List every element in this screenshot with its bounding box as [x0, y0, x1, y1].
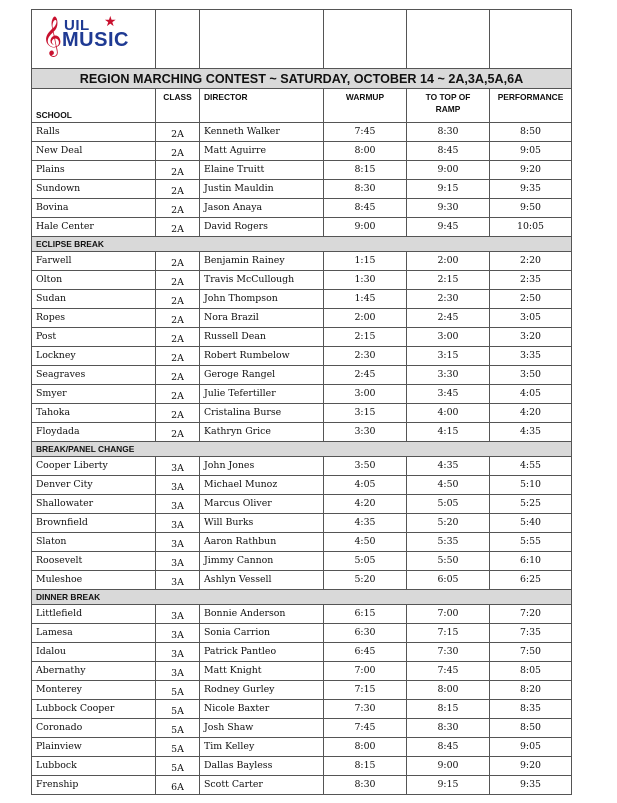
director-cell: Bonnie Anderson	[200, 605, 324, 624]
director-cell: John Thompson	[200, 290, 324, 309]
table-row	[32, 681, 572, 700]
ramp-cell: 9:30	[407, 199, 490, 218]
ramp-cell: 4:35	[407, 457, 490, 476]
logo-blank-cell	[324, 10, 407, 69]
table-row	[32, 552, 572, 571]
header-ramp: TO TOP OF RAMP	[407, 89, 490, 123]
ramp-cell: 5:05	[407, 495, 490, 514]
school-cell: Farwell	[32, 252, 156, 271]
warmup-cell: 6:45	[324, 643, 407, 662]
table-row	[32, 605, 572, 624]
warmup-cell: 8:00	[324, 142, 407, 161]
ramp-cell: 6:05	[407, 571, 490, 590]
performance-cell: 9:35	[490, 776, 572, 795]
performance-cell: 9:20	[490, 757, 572, 776]
ramp-cell: 7:15	[407, 624, 490, 643]
break-row	[32, 590, 572, 605]
performance-cell: 8:50	[490, 719, 572, 738]
warmup-cell: 1:30	[324, 271, 407, 290]
warmup-cell: 6:15	[324, 605, 407, 624]
warmup-cell: 4:35	[324, 514, 407, 533]
ramp-cell: 3:00	[407, 328, 490, 347]
table-row	[32, 161, 572, 180]
header-row	[32, 89, 572, 123]
director-cell: Scott Carter	[200, 776, 324, 795]
header-class: CLASS	[156, 89, 200, 123]
school-cell: Bovina	[32, 199, 156, 218]
table-row	[32, 366, 572, 385]
director-cell: Julie Tefertiller	[200, 385, 324, 404]
ramp-cell: 3:45	[407, 385, 490, 404]
table-row	[32, 347, 572, 366]
director-cell: Will Burks	[200, 514, 324, 533]
warmup-cell: 3:50	[324, 457, 407, 476]
director-cell: David Rogers	[200, 218, 324, 237]
director-cell: Tim Kelley	[200, 738, 324, 757]
uil-music-logo	[36, 14, 136, 64]
school-cell: Muleshoe	[32, 571, 156, 590]
warmup-cell: 7:45	[324, 719, 407, 738]
school-cell: Coronado	[32, 719, 156, 738]
ramp-cell: 2:45	[407, 309, 490, 328]
table-row	[32, 514, 572, 533]
director-cell: Travis McCullough	[200, 271, 324, 290]
school-cell: Lubbock Cooper	[32, 700, 156, 719]
class-cell: 2A	[156, 161, 200, 180]
class-cell: 2A	[156, 252, 200, 271]
ramp-cell: 5:20	[407, 514, 490, 533]
schedule-sheet	[31, 9, 571, 795]
ramp-cell: 5:50	[407, 552, 490, 571]
class-cell: 3A	[156, 495, 200, 514]
performance-cell: 3:05	[490, 309, 572, 328]
star-icon: ★	[104, 14, 117, 30]
ramp-cell: 8:45	[407, 738, 490, 757]
performance-cell: 4:55	[490, 457, 572, 476]
table-row	[32, 309, 572, 328]
warmup-cell: 2:45	[324, 366, 407, 385]
table-row	[32, 700, 572, 719]
performance-cell: 4:35	[490, 423, 572, 442]
director-cell: Rodney Gurley	[200, 681, 324, 700]
school-cell: Lubbock	[32, 757, 156, 776]
performance-cell: 5:40	[490, 514, 572, 533]
ramp-cell: 7:00	[407, 605, 490, 624]
school-cell: Floydada	[32, 423, 156, 442]
director-cell: Elaine Truitt	[200, 161, 324, 180]
warmup-cell: 2:00	[324, 309, 407, 328]
performance-cell: 8:05	[490, 662, 572, 681]
school-cell: Littlefield	[32, 605, 156, 624]
performance-cell: 7:20	[490, 605, 572, 624]
table-row	[32, 218, 572, 237]
school-cell: Post	[32, 328, 156, 347]
class-cell: 5A	[156, 757, 200, 776]
school-cell: Sudan	[32, 290, 156, 309]
class-cell: 2A	[156, 180, 200, 199]
school-cell: Shallowater	[32, 495, 156, 514]
class-cell: 3A	[156, 643, 200, 662]
school-cell: Smyer	[32, 385, 156, 404]
class-cell: 2A	[156, 218, 200, 237]
director-cell: Kathryn Grice	[200, 423, 324, 442]
ramp-cell: 9:45	[407, 218, 490, 237]
warmup-cell: 4:50	[324, 533, 407, 552]
school-cell: Lamesa	[32, 624, 156, 643]
director-cell: Aaron Rathbun	[200, 533, 324, 552]
school-cell: Frenship	[32, 776, 156, 795]
class-cell: 2A	[156, 290, 200, 309]
class-cell: 2A	[156, 199, 200, 218]
break-row	[32, 442, 572, 457]
class-cell: 5A	[156, 738, 200, 757]
performance-cell: 2:20	[490, 252, 572, 271]
warmup-cell: 8:15	[324, 757, 407, 776]
class-cell: 3A	[156, 533, 200, 552]
director-cell: Jimmy Cannon	[200, 552, 324, 571]
logo-blank-cell	[156, 10, 200, 69]
class-cell: 2A	[156, 271, 200, 290]
class-cell: 2A	[156, 309, 200, 328]
performance-cell: 2:50	[490, 290, 572, 309]
treble-clef-icon: 𝄞	[42, 16, 63, 56]
class-cell: 2A	[156, 423, 200, 442]
class-cell: 5A	[156, 700, 200, 719]
performance-cell: 3:20	[490, 328, 572, 347]
ramp-cell: 8:45	[407, 142, 490, 161]
warmup-cell: 4:20	[324, 495, 407, 514]
director-cell: Nicole Baxter	[200, 700, 324, 719]
class-cell: 3A	[156, 552, 200, 571]
table-row	[32, 123, 572, 142]
logo-top-text: UIL	[64, 17, 90, 34]
warmup-cell: 2:30	[324, 347, 407, 366]
warmup-cell: 9:00	[324, 218, 407, 237]
warmup-cell: 3:00	[324, 385, 407, 404]
class-cell: 3A	[156, 476, 200, 495]
warmup-cell: 2:15	[324, 328, 407, 347]
table-row	[32, 252, 572, 271]
director-cell: Russell Dean	[200, 328, 324, 347]
page-title: REGION MARCHING CONTEST ~ SATURDAY, OCTOBER 14 ~ 2A,3A,5A,6A	[32, 69, 572, 89]
table-row	[32, 738, 572, 757]
warmup-cell: 8:30	[324, 776, 407, 795]
ramp-cell: 2:00	[407, 252, 490, 271]
ramp-cell: 5:35	[407, 533, 490, 552]
ramp-cell: 9:15	[407, 776, 490, 795]
logo-cell	[32, 10, 156, 69]
table-row	[32, 757, 572, 776]
director-cell: Kenneth Walker	[200, 123, 324, 142]
table-row	[32, 423, 572, 442]
header-director: DIRECTOR	[200, 89, 324, 123]
performance-cell: 9:35	[490, 180, 572, 199]
performance-cell: 6:10	[490, 552, 572, 571]
school-cell: Seagraves	[32, 366, 156, 385]
header-warmup: WARMUP	[324, 89, 407, 123]
ramp-cell: 4:00	[407, 404, 490, 423]
director-cell: Marcus Oliver	[200, 495, 324, 514]
director-cell: Ashlyn Vessell	[200, 571, 324, 590]
ramp-cell: 7:30	[407, 643, 490, 662]
performance-cell: 9:05	[490, 738, 572, 757]
warmup-cell: 3:30	[324, 423, 407, 442]
warmup-cell: 8:15	[324, 161, 407, 180]
performance-cell: 2:35	[490, 271, 572, 290]
performance-cell: 9:20	[490, 161, 572, 180]
ramp-cell: 2:15	[407, 271, 490, 290]
director-cell: Michael Munoz	[200, 476, 324, 495]
school-cell: Ralls	[32, 123, 156, 142]
performance-cell: 3:50	[490, 366, 572, 385]
ramp-cell: 4:15	[407, 423, 490, 442]
class-cell: 2A	[156, 385, 200, 404]
performance-cell: 9:50	[490, 199, 572, 218]
warmup-cell: 7:30	[324, 700, 407, 719]
school-cell: Tahoka	[32, 404, 156, 423]
performance-cell: 4:20	[490, 404, 572, 423]
table-row	[32, 199, 572, 218]
class-cell: 2A	[156, 142, 200, 161]
table-row	[32, 624, 572, 643]
school-cell: Plainview	[32, 738, 156, 757]
ramp-cell: 3:15	[407, 347, 490, 366]
table-row	[32, 495, 572, 514]
director-cell: John Jones	[200, 457, 324, 476]
ramp-cell: 2:30	[407, 290, 490, 309]
ramp-cell: 8:30	[407, 123, 490, 142]
class-cell: 3A	[156, 514, 200, 533]
header-performance: PERFORMANCE	[490, 89, 572, 123]
warmup-cell: 6:30	[324, 624, 407, 643]
school-cell: Roosevelt	[32, 552, 156, 571]
ramp-cell: 8:15	[407, 700, 490, 719]
table-row	[32, 142, 572, 161]
table-row	[32, 776, 572, 795]
performance-cell: 6:25	[490, 571, 572, 590]
class-cell: 3A	[156, 662, 200, 681]
class-cell: 2A	[156, 347, 200, 366]
director-cell: Dallas Bayless	[200, 757, 324, 776]
director-cell: Jason Anaya	[200, 199, 324, 218]
school-cell: Idalou	[32, 643, 156, 662]
class-cell: 2A	[156, 404, 200, 423]
school-cell: Monterey	[32, 681, 156, 700]
director-cell: Geroge Rangel	[200, 366, 324, 385]
director-cell: Patrick Pantleo	[200, 643, 324, 662]
school-cell: New Deal	[32, 142, 156, 161]
school-cell: Denver City	[32, 476, 156, 495]
class-cell: 3A	[156, 457, 200, 476]
warmup-cell: 1:15	[324, 252, 407, 271]
school-cell: Cooper Liberty	[32, 457, 156, 476]
school-cell: Abernathy	[32, 662, 156, 681]
class-cell: 5A	[156, 719, 200, 738]
warmup-cell: 8:45	[324, 199, 407, 218]
warmup-cell: 5:05	[324, 552, 407, 571]
performance-cell: 5:10	[490, 476, 572, 495]
logo-blank-cell	[200, 10, 324, 69]
ramp-cell: 8:00	[407, 681, 490, 700]
ramp-cell: 9:15	[407, 180, 490, 199]
school-cell: Lockney	[32, 347, 156, 366]
ramp-cell: 4:50	[407, 476, 490, 495]
logo-row	[32, 10, 572, 69]
break-row	[32, 237, 572, 252]
director-cell: Justin Mauldin	[200, 180, 324, 199]
director-cell: Benjamin Rainey	[200, 252, 324, 271]
warmup-cell: 7:15	[324, 681, 407, 700]
school-cell: Brownfield	[32, 514, 156, 533]
class-cell: 3A	[156, 571, 200, 590]
ramp-cell: 9:00	[407, 757, 490, 776]
school-cell: Sundown	[32, 180, 156, 199]
warmup-cell: 8:00	[324, 738, 407, 757]
school-cell: Slaton	[32, 533, 156, 552]
table-row	[32, 719, 572, 738]
table-row	[32, 457, 572, 476]
table-row	[32, 385, 572, 404]
warmup-cell: 7:45	[324, 123, 407, 142]
performance-cell: 10:05	[490, 218, 572, 237]
logo-blank-cell	[490, 10, 572, 69]
table-row	[32, 328, 572, 347]
school-cell: Plains	[32, 161, 156, 180]
table-row	[32, 643, 572, 662]
schedule-table	[31, 9, 572, 795]
school-cell: Ropes	[32, 309, 156, 328]
class-cell: 3A	[156, 605, 200, 624]
performance-cell: 7:35	[490, 624, 572, 643]
director-cell: Matt Knight	[200, 662, 324, 681]
break-label: ECLIPSE BREAK	[32, 237, 572, 252]
warmup-cell: 5:20	[324, 571, 407, 590]
warmup-cell: 1:45	[324, 290, 407, 309]
ramp-cell: 9:00	[407, 161, 490, 180]
warmup-cell: 3:15	[324, 404, 407, 423]
director-cell: Nora Brazil	[200, 309, 324, 328]
ramp-cell: 7:45	[407, 662, 490, 681]
school-cell: Hale Center	[32, 218, 156, 237]
director-cell: Matt Aguirre	[200, 142, 324, 161]
performance-cell: 3:35	[490, 347, 572, 366]
header-school: SCHOOL	[32, 89, 156, 123]
logo-main-text: MUSIC	[62, 29, 129, 51]
table-row	[32, 290, 572, 309]
director-cell: Sonia Carrion	[200, 624, 324, 643]
class-cell: 6A	[156, 776, 200, 795]
performance-cell: 4:05	[490, 385, 572, 404]
logo-blank-cell	[407, 10, 490, 69]
class-cell: 2A	[156, 366, 200, 385]
ramp-cell: 3:30	[407, 366, 490, 385]
performance-cell: 5:25	[490, 495, 572, 514]
performance-cell: 8:35	[490, 700, 572, 719]
table-row	[32, 271, 572, 290]
performance-cell: 9:05	[490, 142, 572, 161]
table-row	[32, 476, 572, 495]
warmup-cell: 7:00	[324, 662, 407, 681]
ramp-cell: 8:30	[407, 719, 490, 738]
class-cell: 2A	[156, 328, 200, 347]
director-cell: Robert Rumbelow	[200, 347, 324, 366]
class-cell: 3A	[156, 624, 200, 643]
performance-cell: 5:55	[490, 533, 572, 552]
class-cell: 5A	[156, 681, 200, 700]
warmup-cell: 8:30	[324, 180, 407, 199]
performance-cell: 8:20	[490, 681, 572, 700]
director-cell: Josh Shaw	[200, 719, 324, 738]
table-row	[32, 533, 572, 552]
table-row	[32, 180, 572, 199]
performance-cell: 7:50	[490, 643, 572, 662]
table-row	[32, 571, 572, 590]
warmup-cell: 4:05	[324, 476, 407, 495]
break-label: DINNER BREAK	[32, 590, 572, 605]
title-row	[32, 69, 572, 89]
break-label: BREAK/PANEL CHANGE	[32, 442, 572, 457]
class-cell: 2A	[156, 123, 200, 142]
table-row	[32, 662, 572, 681]
performance-cell: 8:50	[490, 123, 572, 142]
table-row	[32, 404, 572, 423]
director-cell: Cristalina Burse	[200, 404, 324, 423]
school-cell: Olton	[32, 271, 156, 290]
